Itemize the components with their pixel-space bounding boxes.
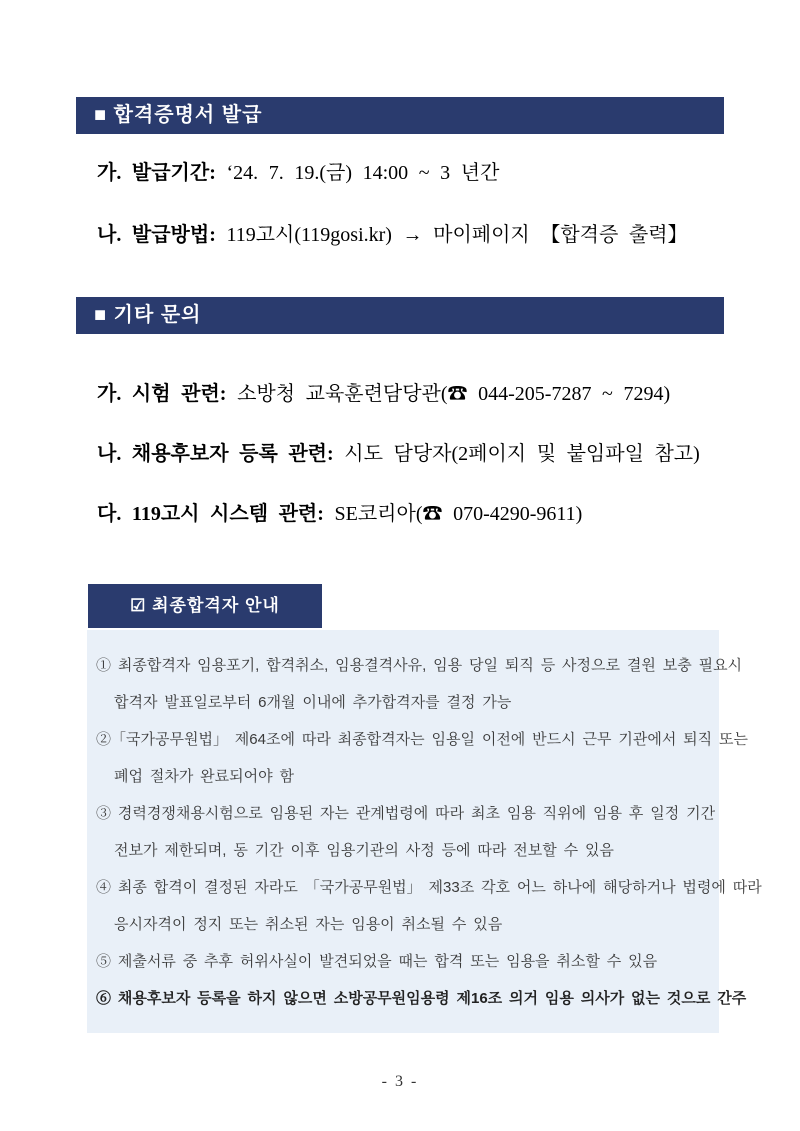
issuance-method-line [97, 222, 688, 248]
exam-contact-line [97, 381, 670, 407]
notice-item-3: ③ 경력경쟁채용시험으로 임용된 자는 관계법령에 따라 최초 임용 직위에 임용 후 일정 기간 [96, 805, 716, 822]
issuance-period-label: 가. 발급기간: [97, 162, 216, 184]
candidate-registration-contact-line [97, 441, 700, 467]
system-contact-line [97, 501, 582, 527]
notice-item-6: ⑥ 채용후보자 등록을 하지 않으면 소방공무원임용령 제16조 의거 임용 의사가 없는 것으로 간주 [96, 990, 747, 1007]
notice-item-1: ① 최종합격자 임용포기, 합격취소, 임용결격사유, 임용 당일 퇴직 등 사정으로 결원 보충 필요시 [96, 657, 743, 674]
issuance-method-label: 나. 발급방법: [97, 224, 216, 246]
notice-tab-label: ☑ 최종합격자 안내 [130, 596, 280, 615]
section-title: ■ 합격증명서 발급 [94, 104, 263, 126]
exam-contact-label: 가. 시험 관련: [97, 383, 227, 405]
issuance-period-value: ‘24. 7. 19.(금) 14:00 ~ 3 년간 [215, 162, 500, 184]
notice-item-5: ⑤ 제출서류 중 추후 허위사실이 발견되었을 때는 합격 또는 임용을 취소할 수 있음 [96, 953, 658, 970]
section-header-other-inquiries [76, 297, 724, 334]
notice-item-2-cont: 폐업 절차가 완료되어야 함 [114, 768, 294, 785]
exam-contact-value: 소방청 교육훈련담당관(☎ 044-205-7287 ~ 7294) [226, 383, 671, 405]
notice-item-1-cont: 합격자 발표일로부터 6개월 이내에 추가합격자를 결정 가능 [114, 694, 512, 711]
notice-item-4-cont: 응시자격이 정지 또는 취소된 자는 임용이 취소될 수 있음 [114, 916, 503, 933]
final-passers-notice-panel [87, 630, 762, 1033]
notice-item-3-cont: 전보가 제한되며, 동 기간 이후 임용기관의 사정 등에 따라 전보할 수 있음 [114, 842, 614, 859]
issuance-period-line [97, 160, 499, 186]
issuance-method-value: 119고시(119gosi.kr) → 마이페이지 【합격증 출력】 [215, 224, 688, 246]
system-contact-label: 다. 119고시 시스템 관련: [97, 503, 324, 525]
final-passers-notice-tab [88, 584, 322, 628]
section-title: ■ 기타 문의 [94, 304, 202, 326]
section-header-certificate-issuance [76, 97, 724, 134]
page-number: - 3 - [381, 1073, 419, 1090]
notice-item-2: ②「국가공무원법」 제64조에 따라 최종합격자는 임용일 이전에 반드시 근무 기관에서 퇴직 또는 [96, 731, 749, 748]
candidate-registration-label: 나. 채용후보자 등록 관련: [97, 443, 334, 465]
notice-item-4: ④ 최종 합격이 결정된 자라도 「국가공무원법」 제33조 각호 어느 하나에 해당하거나 법령에 따라 [96, 879, 762, 896]
system-contact-value: SE코리아(☎ 070-4290-9611) [323, 503, 583, 525]
candidate-registration-value: 시도 담당자(2페이지 및 붙임파일 참고) [333, 443, 700, 465]
